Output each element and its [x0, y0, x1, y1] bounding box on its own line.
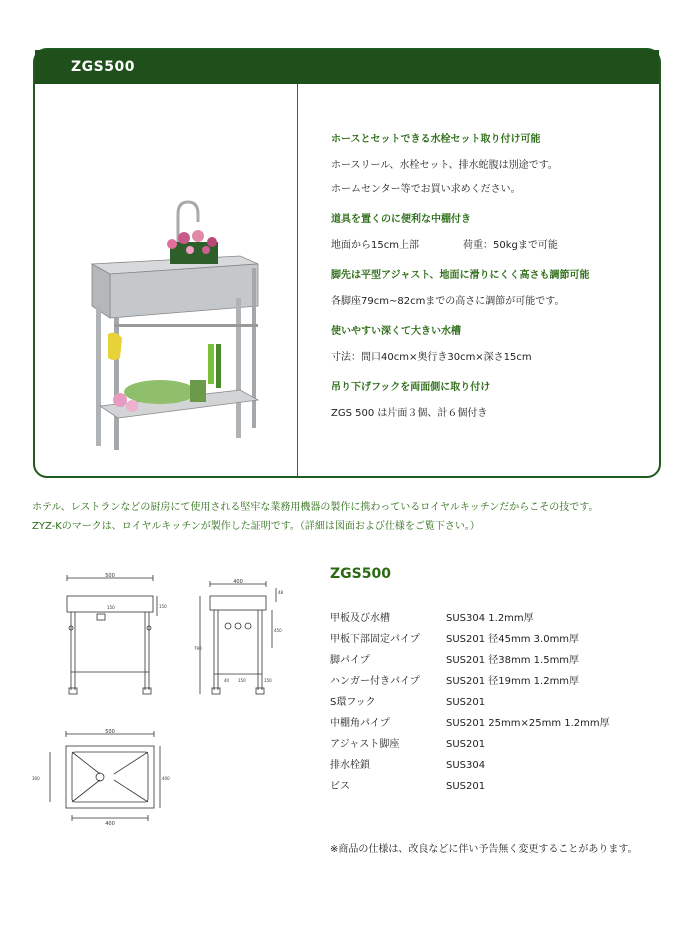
spec-name: 甲板及び水槽: [330, 613, 390, 624]
intro-text: [32, 498, 672, 536]
spec-row: [330, 608, 610, 629]
feature-line: 各脚座79cm~82cmまでの高さに調節が可能です。: [331, 296, 565, 307]
spec-name: 脚パイプ: [330, 655, 370, 666]
spec-table: [330, 608, 610, 797]
feature-title: 吊り下げフックを両面側に取り付け: [331, 382, 491, 393]
spec-name: ハンガー付きパイプ: [330, 676, 420, 687]
spec-row: [330, 629, 610, 650]
spec-title: ZGS500: [330, 566, 391, 582]
side-width-label: 400: [233, 579, 243, 585]
feature-line: ホースリール、水栓セット、排水蛇腹は別途です。: [331, 160, 558, 171]
intro-line: ホテル、レストランなどの厨房にて使用される堅牢な業務用機器の製作に携わっているロイヤルキッチンだからこその技です。: [32, 502, 599, 513]
feature-list: [331, 130, 590, 434]
side-view-drawing: [192, 578, 292, 708]
shelf-height: 地面から15cm上部: [331, 240, 419, 251]
spec-value: SUS201: [446, 781, 486, 792]
spec-row: [330, 671, 610, 692]
spec-value: SUS201: [446, 739, 486, 750]
top-inner-h-label: 300: [32, 776, 40, 781]
spec-name: ビス: [330, 781, 350, 792]
feature-title: 脚先は平型アジャスト、地面に滑りにくく高さも調節可能: [331, 270, 590, 281]
side-low-a-label: 150: [238, 678, 246, 683]
product-card: [33, 48, 661, 478]
feature-sink: [331, 322, 590, 363]
product-photo: [90, 194, 260, 454]
feature-title: ホースとセットできる水栓セット取り付け可能: [331, 134, 541, 145]
feature-hooks: [331, 378, 590, 419]
spec-name: 排水栓鎖: [330, 760, 370, 771]
spec-row: [330, 755, 610, 776]
spec-row: [330, 692, 610, 713]
feature-title: 使いやすい深くて大きい水槽: [331, 326, 461, 337]
top-width-label: 500: [105, 729, 115, 735]
spec-value: SUS201: [446, 697, 486, 708]
top-view-drawing: [30, 728, 170, 828]
spec-name: 甲板下部固定パイプ: [330, 634, 420, 645]
feature-faucet: [331, 130, 590, 195]
intro-line: ZYZ-Kのマークは、ロイヤルキッチンが製作した証明です。（詳細は図面および仕様をご覧下さい。）: [32, 521, 480, 532]
card-body: [35, 84, 659, 476]
spec-row: [330, 734, 610, 755]
spec-row: [330, 650, 610, 671]
feature-line: ZGS 500 は片面３個、計６個付き: [331, 408, 488, 419]
front-side-label: 150: [159, 604, 167, 609]
feature-adjuster: [331, 266, 590, 307]
spec-value: SUS304: [446, 760, 486, 771]
side-height-label: 790: [194, 646, 202, 651]
spec-row: [330, 713, 610, 734]
card-divider: [297, 84, 298, 476]
spec-value: SUS201 25mm×25mm 1.2mm厚: [446, 718, 610, 729]
feature-line: [331, 236, 590, 251]
front-depth-label: 150: [107, 605, 115, 610]
spec-note: ※商品の仕様は、改良などに伴い予告無く変更することがあります。: [330, 844, 638, 855]
feature-line: 寸法：間口40cm×奥行き30cm×深さ15cm: [331, 352, 532, 363]
flower-pot-top: [167, 230, 218, 264]
feature-line: ホームセンター等でお買い求めください。: [331, 184, 521, 195]
front-width-label: 500: [105, 573, 115, 579]
spec-name: アジャスト脚座: [330, 739, 400, 750]
side-mid-label: 450: [274, 628, 282, 633]
feature-shelf: [331, 210, 590, 251]
side-top-label: 48: [278, 590, 284, 595]
spec-value: SUS201 径38mm 1.5mm厚: [446, 655, 580, 666]
spec-value: SUS304 1.2mm厚: [446, 613, 534, 624]
spec-name: 中棚角パイプ: [330, 718, 390, 729]
front-view-drawing: [55, 572, 165, 702]
spec-value: SUS201 径19mm 1.2mm厚: [446, 676, 580, 687]
spec-name: S環フック: [330, 697, 376, 708]
spec-row: [330, 776, 610, 797]
shelf-load: 荷重：50kgまで可能: [462, 240, 558, 251]
side-low-b-label: 150: [264, 678, 272, 683]
top-height-label: 400: [162, 776, 170, 781]
feature-title: 道具を置くのに便利な中棚付き: [331, 214, 471, 225]
spec-value: SUS201 径45mm 3.0mm厚: [446, 634, 580, 645]
side-low-c-label: 40: [224, 678, 230, 683]
top-inner-w-label: 400: [105, 821, 115, 827]
card-title: ZGS500: [35, 50, 659, 84]
